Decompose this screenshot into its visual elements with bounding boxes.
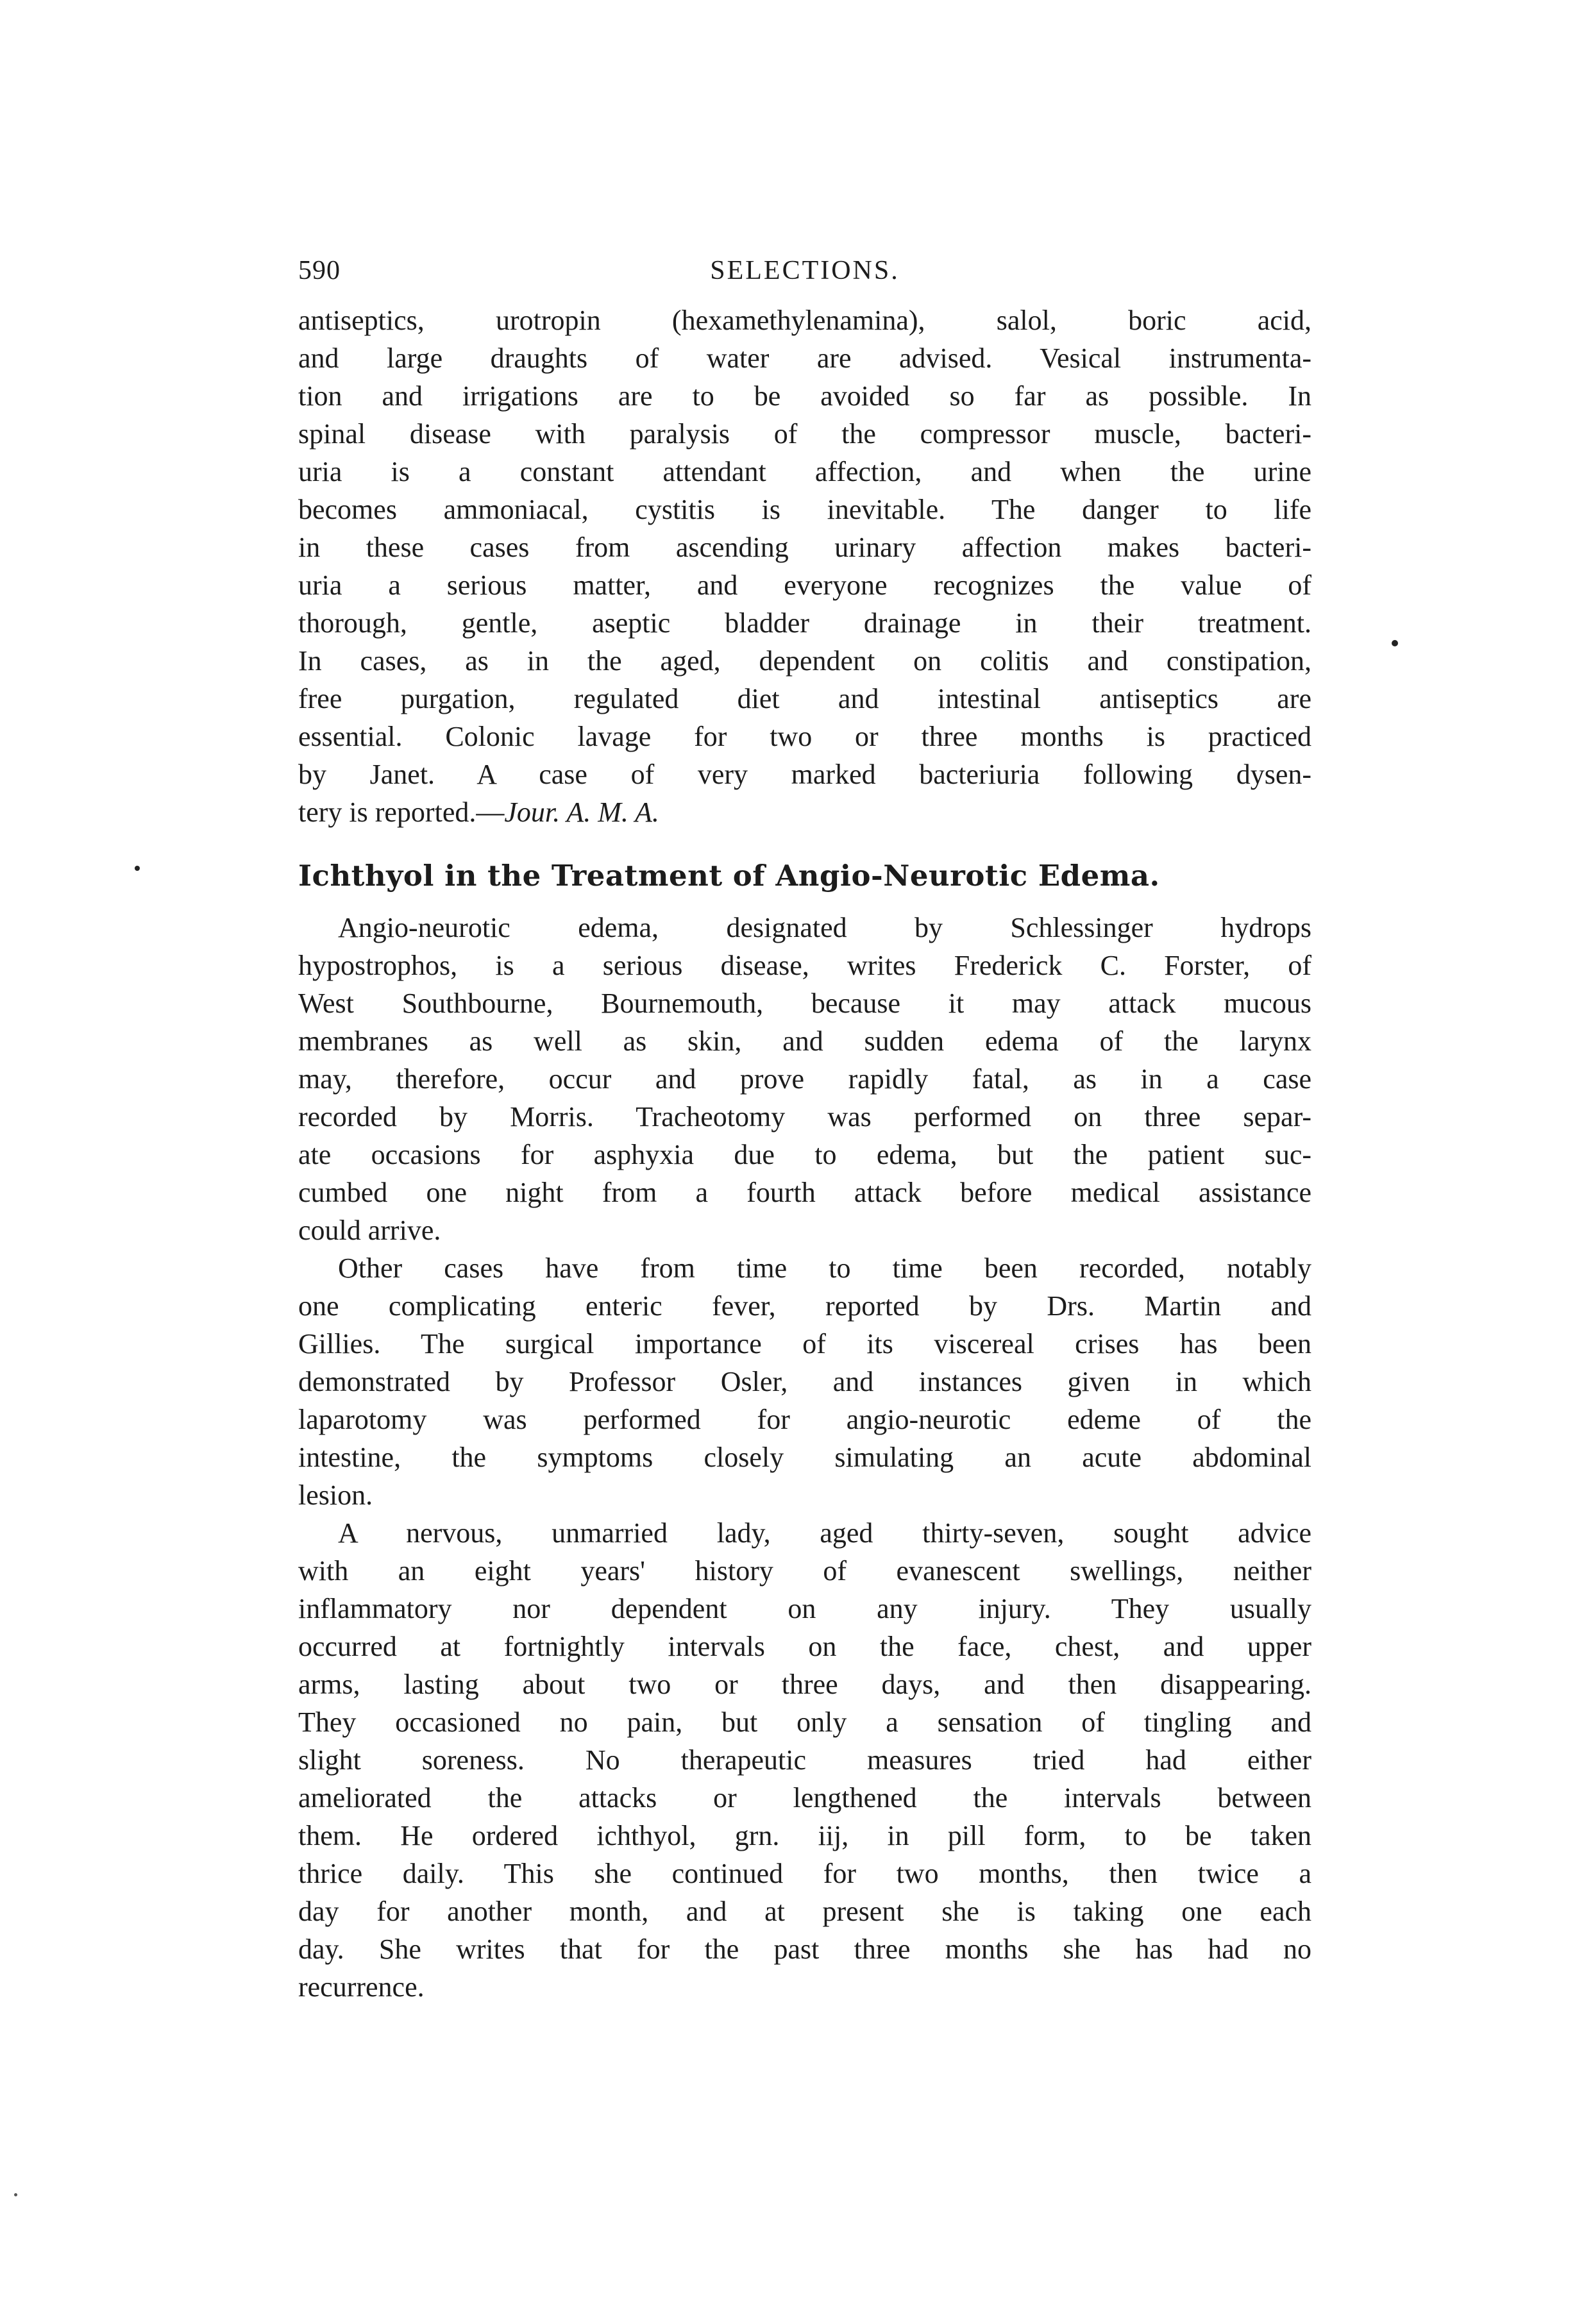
- text-line: membranes as well as skin, and sudden edema of the larynx: [298, 1025, 1311, 1057]
- text-line: ate occasions for asphyxia due to edema, but the patient suc-: [298, 1139, 1311, 1170]
- margin-dot: [14, 2193, 17, 2196]
- text-line: laparotomy was performed for angio-neurotic edeme of the: [298, 1404, 1311, 1435]
- text-line: one complicating enteric fever, reported by Drs. Martin and: [298, 1290, 1311, 1322]
- running-head: [298, 255, 1311, 294]
- text-line: Other cases have from time to time been recorded, notably: [338, 1252, 1311, 1284]
- text-line: Angio-neurotic edema, designated by Schlessinger hydrops: [338, 912, 1311, 943]
- page-number: 590: [298, 256, 341, 285]
- text-line: could arrive.: [298, 1215, 441, 1246]
- article-paragraph-3: [298, 1514, 1311, 2006]
- text-line: cumbed one night from a fourth attack before medical assistance: [298, 1177, 1311, 1208]
- text-line: arms, lasting about two or three days, and then disappearing.: [298, 1669, 1311, 1700]
- text-line: In cases, as in the aged, dependent on colitis and constipation,: [298, 645, 1311, 677]
- citation: Jour. A. M. A.: [504, 796, 659, 828]
- text-line: inflammatory nor dependent on any injury. They usually: [298, 1593, 1311, 1624]
- text-line: West Southbourne, Bournemouth, because it may attack mucous: [298, 988, 1311, 1019]
- text-line: uria is a constant attendant affection, and when the urine: [298, 456, 1311, 487]
- text-line: uria a serious matter, and everyone recognizes the value of: [298, 569, 1311, 601]
- margin-dot: [135, 866, 140, 871]
- margin-dot: [1392, 640, 1398, 646]
- text-line: thrice daily. This she continued for two months, then twice a: [298, 1858, 1311, 1889]
- text-line: demonstrated by Professor Osler, and instances given in which: [298, 1366, 1311, 1397]
- text-line: day. She writes that for the past three months she has had no: [298, 1933, 1311, 1965]
- body-text: [298, 301, 1311, 2006]
- text-line: free purgation, regulated diet and intestinal antiseptics are: [298, 683, 1311, 714]
- text-line: recurrence.: [298, 1971, 425, 2003]
- text-line: They occasioned no pain, but only a sensation of tingling and: [298, 1706, 1311, 1738]
- text-line: occurred at fortnightly intervals on the face, chest, and upper: [298, 1631, 1311, 1662]
- text-line: antiseptics, urotropin (hexamethylenamina), salol, boric acid,: [298, 305, 1311, 336]
- last-line-text: tery is reported.—: [298, 796, 505, 828]
- text-line: tion and irrigations are to be avoided so far as possible. In: [298, 380, 1311, 412]
- text-line: slight soreness. No therapeutic measures tried had either: [298, 1744, 1311, 1776]
- intro-paragraph: [298, 301, 1311, 831]
- text-line: and large draughts of water are advised. Vesical instrumenta-: [298, 342, 1311, 374]
- text-line: Gillies. The surgical importance of its viscereal crises has been: [298, 1328, 1311, 1360]
- text-line: day for another month, and at present she is taking one each: [298, 1896, 1311, 1927]
- article-heading: Ichthyol in the Treatment of Angio-Neurotic Edema.: [298, 859, 1160, 893]
- text-line: spinal disease with paralysis of the compressor muscle, bacteri-: [298, 418, 1311, 450]
- text-line: lesion.: [298, 1479, 373, 1511]
- article-paragraph-2: [298, 1249, 1311, 1514]
- text-line: essential. Colonic lavage for two or three months is practiced: [298, 721, 1311, 752]
- text-line: them. He ordered ichthyol, grn. iij, in pill form, to be taken: [298, 1820, 1311, 1851]
- article-paragraph-1: [298, 909, 1311, 1249]
- text-line: hypostrophos, is a serious disease, writes Frederick C. Forster, of: [298, 950, 1311, 981]
- text-line: may, therefore, occur and prove rapidly fatal, as in a case: [298, 1063, 1311, 1095]
- text-line: recorded by Morris. Tracheotomy was performed on three separ-: [298, 1101, 1311, 1133]
- text-line: by Janet. A case of very marked bacteriuria following dysen-: [298, 759, 1311, 790]
- running-title: SELECTIONS.: [710, 256, 900, 285]
- text-line-last: [298, 793, 1311, 831]
- text-line: in these cases from ascending urinary affection makes bacteri-: [298, 532, 1311, 563]
- text-line: thorough, gentle, aseptic bladder drainage in their treatment.: [298, 607, 1311, 639]
- text-line: with an eight years' history of evanescent swellings, neither: [298, 1555, 1311, 1587]
- text-line: A nervous, unmarried lady, aged thirty-seven, sought advice: [338, 1517, 1311, 1549]
- text-line: ameliorated the attacks or lengthened the intervals between: [298, 1782, 1311, 1814]
- text-line: intestine, the symptoms closely simulating an acute abdominal: [298, 1442, 1311, 1473]
- text-line: becomes ammoniacal, cystitis is inevitable. The danger to life: [298, 494, 1311, 525]
